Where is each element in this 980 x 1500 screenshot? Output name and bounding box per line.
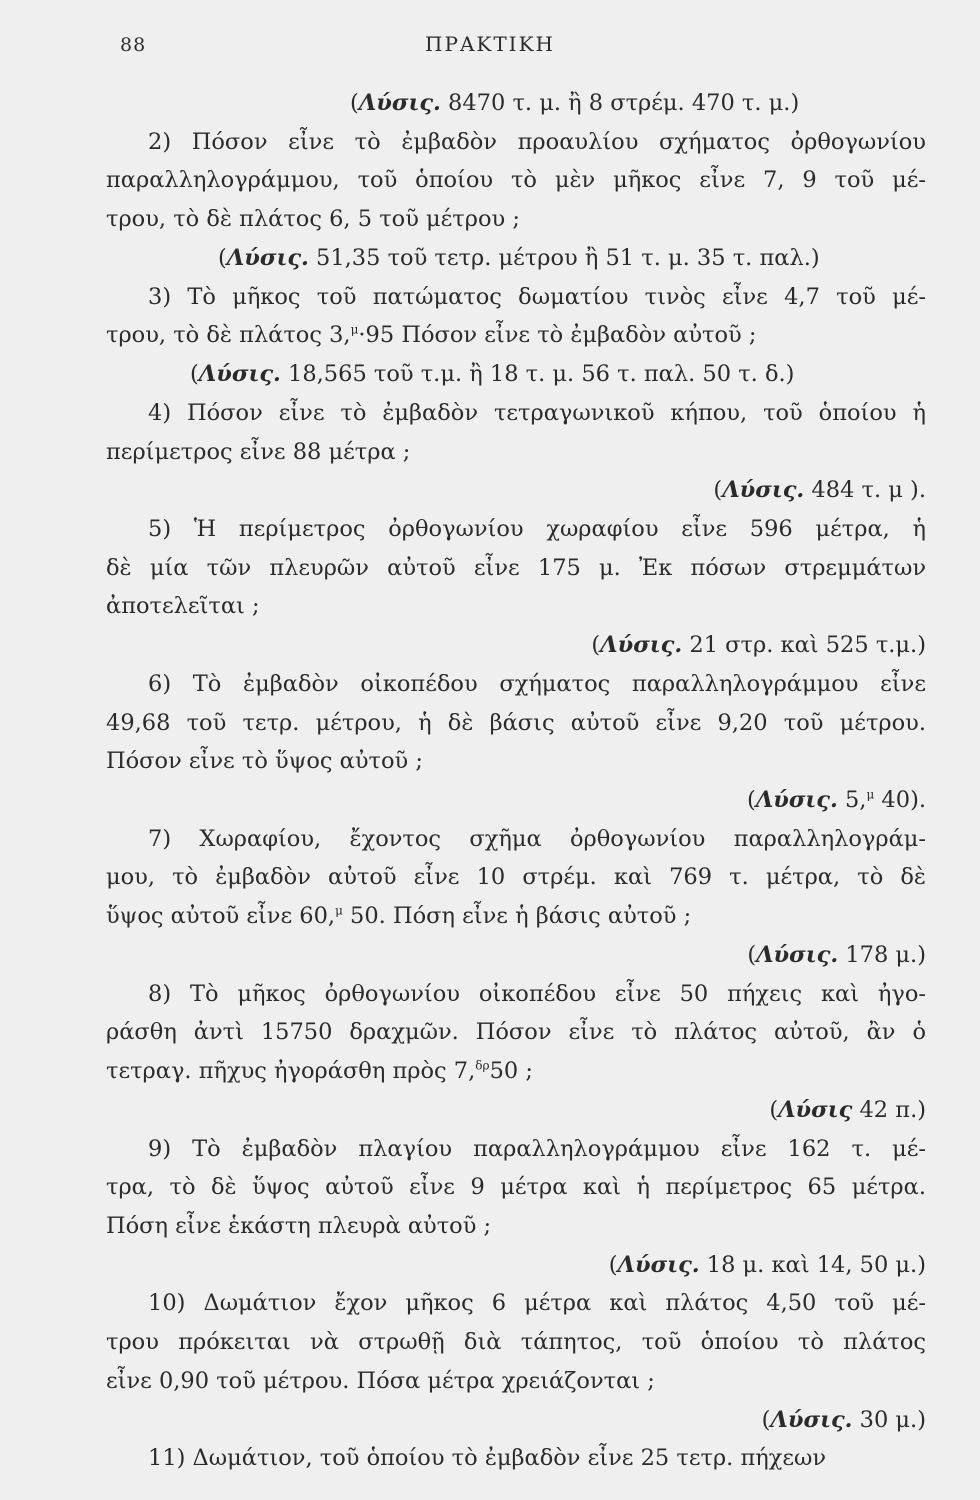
text-line: Πόση εἶνε ἑκάστη πλευρὰ αὐτοῦ ; — [106, 1213, 492, 1239]
text-line: (Λύσις. 484 τ. μ ). — [713, 477, 926, 503]
text-line: 49,68 τοῦ τετρ. μέτρου, ἡ δὲ βάσις αὐτοῦ εἶνε 9,20 τοῦ μέτρου. — [106, 710, 926, 736]
text-line: 3) Τὸ μῆκος τοῦ πατώματος δωματίου τινὸς εἶνε 4,7 τοῦ μέ- — [148, 284, 926, 310]
running-head: ΠΡΑΚΤΙΚΗ — [425, 32, 555, 56]
text-line: (Λύσις 42 π.) — [769, 1097, 926, 1123]
text-line: (Λύσις. 8470 τ. μ. ἢ 8 στρέμ. 470 τ. μ.) — [350, 90, 800, 116]
text-line: τρα, τὸ δὲ ὕψος αὐτοῦ εἶνε 9 μέτρα καὶ ἡ περίμετρος 65 μέτρα. — [106, 1174, 926, 1200]
text-line: (Λύσις. 18,565 τοῦ τ.μ. ἢ 18 τ. μ. 56 τ. παλ. 50 τ. δ.) — [190, 361, 795, 387]
text-line: (Λύσις. 21 στρ. καὶ 525 τ.μ.) — [591, 632, 926, 658]
text-line: ὕψος αὐτοῦ εἶνε 60,$^\mu$ 50. Πόση εἶνε ἡ βάσις αὐτοῦ ; — [106, 903, 692, 929]
text-line: 5) Ἡ περίμετρος ὀρθογωνίου χωραφίου εἶνε 596 μέτρα, ἡ — [148, 516, 926, 542]
text-line: τετραγ. πῆχυς ἠγοράσθη πρὸς 7,$^{\delta\rho}$50 ; — [106, 1058, 533, 1084]
text-line: 11) Δωμάτιον, τοῦ ὁποίου τὸ ἐμβαδὸν εἶνε 25 τετρ. πήχεων — [148, 1445, 827, 1471]
text-line: (Λύσις. 51,35 τοῦ τετρ. μέτρου ἢ 51 τ. μ. 35 τ. παλ.) — [218, 245, 820, 271]
page-number: 88 — [120, 34, 147, 56]
text-line: (Λύσις. 30 μ.) — [761, 1407, 926, 1433]
text-line: Πόσον εἶνε τὸ ὕψος αὐτοῦ ; — [106, 748, 423, 774]
text-line: 7) Χωραφίου, ἔχοντος σχῆμα ὀρθογωνίου παραλληλογράμ- — [148, 826, 926, 852]
text-line: τρου πρόκειται νὰ στρωθῇ διὰ τάπητος, τοῦ ὁποίου τὸ πλάτος — [106, 1329, 926, 1355]
text-line: περίμετρος εἶνε 88 μέτρα ; — [106, 439, 411, 465]
text-line: δὲ μία τῶν πλευρῶν αὐτοῦ εἶνε 175 μ. Ἐκ πόσων στρεμμάτων — [106, 555, 926, 581]
text-line: 8) Τὸ μῆκος ὀρθογωνίου οἰκοπέδου εἶνε 50 πήχεις καὶ ἠγο- — [148, 981, 926, 1007]
text-line: (Λύσις. 5,$^\mu$ 40). — [746, 787, 926, 813]
text-line: τρου, τὸ δὲ πλάτος 3,$^\mu$·95 Πόσον εἶνε τὸ ἐμβαδὸν αὐτοῦ ; — [106, 322, 757, 348]
text-line: τρου, τὸ δὲ πλάτος 6, 5 τοῦ μέτρου ; — [106, 206, 520, 232]
text-line: ράσθη ἀντὶ 15750 δραχμῶν. Πόσον εἶνε τὸ πλάτος αὐτοῦ, ἂν ὁ — [106, 1019, 926, 1045]
text-line: μου, τὸ ἐμβαδὸν αὐτοῦ εἶνε 10 στρέμ. καὶ 769 τ. μέτρα, τὸ δὲ — [106, 864, 926, 890]
text-line: (Λύσις. 18 μ. καὶ 14, 50 μ.) — [608, 1252, 926, 1278]
text-line: εἶνε 0,90 τοῦ μέτρου. Πόσα μέτρα χρειάζονται ; — [106, 1368, 655, 1394]
text-line: παραλληλογράμμου, τοῦ ὁποίου τὸ μὲν μῆκος εἶνε 7, 9 τοῦ μέ- — [106, 167, 926, 193]
text-line: 9) Τὸ ἐμβαδὸν πλαγίου παραλληλογράμμου εἶνε 162 τ. μέ- — [148, 1136, 926, 1162]
text-line: 10) Δωμάτιον ἔχον μῆκος 6 μέτρα καὶ πλάτος 4,50 τοῦ μέ- — [148, 1290, 926, 1316]
text-line: 4) Πόσον εἶνε τὸ ἐμβαδὸν τετραγωνικοῦ κήπου, τοῦ ὁποίου ἡ — [148, 400, 926, 426]
text-line: 6) Τὸ ἐμβαδὸν οἰκοπέδου σχήματος παραλληλογράμμου εἶνε — [148, 671, 926, 697]
text-line: ἀποτελεῖται ; — [106, 593, 260, 619]
text-line: 2) Πόσον εἶνε τὸ ἐμβαδὸν προαυλίου σχήματος ὀρθογωνίου — [148, 129, 926, 155]
text-line: (Λύσις. 178 μ.) — [747, 942, 926, 968]
